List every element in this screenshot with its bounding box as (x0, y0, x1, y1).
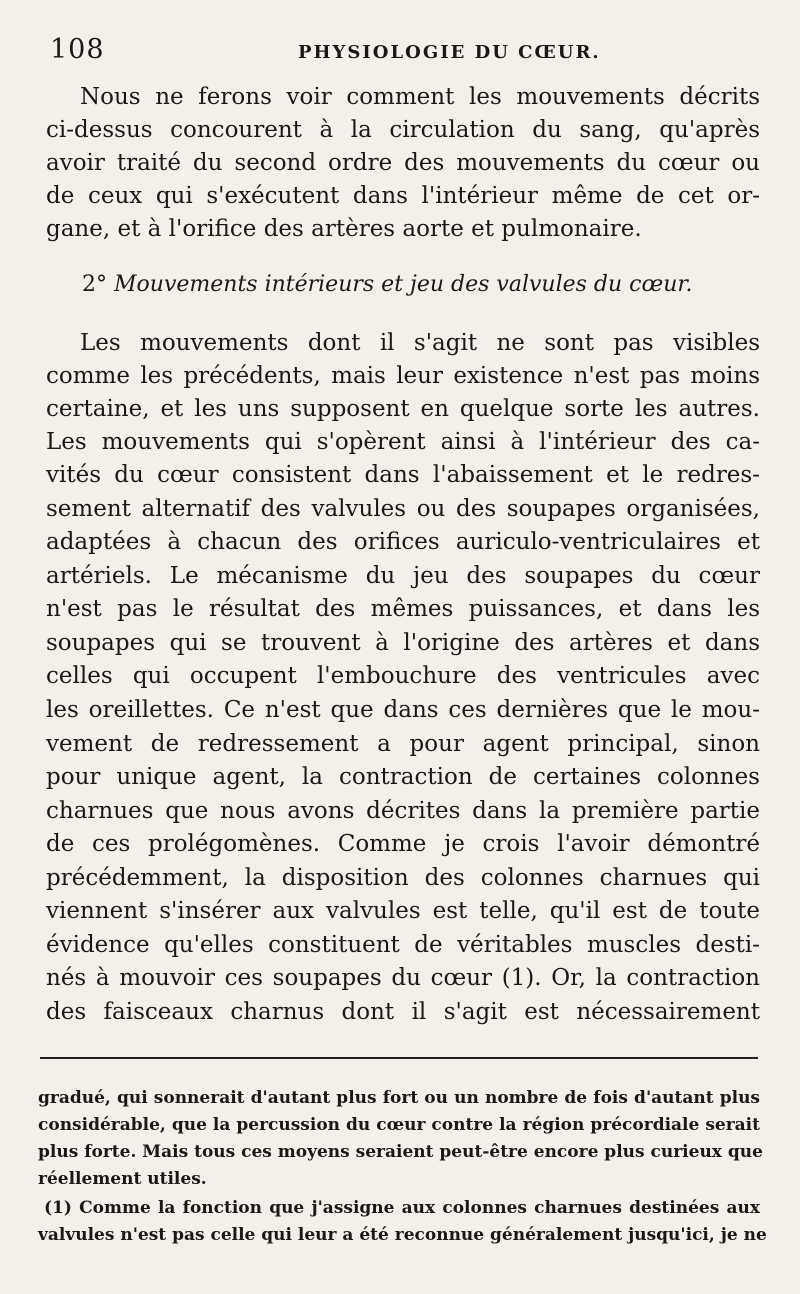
text-line: des faisceaux charnus dont il s'agit est nécessairement (46, 999, 760, 1025)
text-line: nés à mouvoir ces soupapes du cœur (1). Or, la contraction (46, 965, 760, 991)
text-line: de ceux qui s'exécutent dans l'intérieur même de cet or- (46, 183, 760, 209)
text-line: comme les précédents, mais leur existence n'est pas moins (46, 363, 760, 389)
text-line: soupapes qui se trouvent à l'origine des artères et dans (46, 630, 760, 656)
section-number: 2° (82, 272, 107, 297)
page-header (40, 34, 760, 70)
running-head: PHYSIOLOGIE DU CŒUR. (298, 42, 601, 63)
footnote-line: (1) Comme la fonction que j'assigne aux colonnes charnues destinées aux (44, 1198, 760, 1218)
text-line: gane, et à l'orifice des artères aorte et pulmonaire. (46, 216, 642, 242)
section-heading (82, 270, 762, 300)
page-number: 108 (50, 34, 105, 65)
text-line: précédemment, la disposition des colonnes charnues qui (46, 865, 760, 891)
text-line: vement de redressement a pour agent principal, sinon (46, 731, 760, 757)
text-line: artériels. Le mécanisme du jeu des soupapes du cœur (46, 563, 760, 589)
text-line: les oreillettes. Ce n'est que dans ces dernières que le mou- (46, 697, 760, 723)
text-line: celles qui occupent l'embouchure des ventricules avec (46, 663, 760, 689)
text-line: n'est pas le résultat des mêmes puissances, et dans les (46, 596, 760, 622)
section-title: Mouvements intérieurs et jeu des valvules du cœur. (114, 272, 693, 297)
text-line: de ces prolégomènes. Comme je crois l'avoir démontré (46, 831, 760, 857)
text-line: ci-dessus concourent à la circulation du sang, qu'après (46, 117, 760, 143)
text-line: viennent s'insérer aux valvules est telle, qu'il est de toute (46, 898, 760, 924)
footnote-divider (40, 1057, 758, 1059)
text-line: vités du cœur consistent dans l'abaissement et le redres- (46, 462, 760, 488)
text-line: Les mouvements qui s'opèrent ainsi à l'intérieur des ca- (46, 429, 760, 455)
text-line: Nous ne ferons voir comment les mouvements décrits (80, 84, 760, 110)
text-line: sement alternatif des valvules ou des soupapes organisées, (46, 496, 760, 522)
text-line: Les mouvements dont il s'agit ne sont pas visibles (80, 330, 760, 356)
footnote-line: valvules n'est pas celle qui leur a été reconnue généralement jusqu'ici, je ne (38, 1225, 767, 1245)
footnote-line: plus forte. Mais tous ces moyens seraient peut-être encore plus curieux que (38, 1142, 763, 1162)
footnote-line: gradué, qui sonnerait d'autant plus fort ou un nombre de fois d'autant plus (38, 1088, 760, 1108)
text-line: évidence qu'elles constituent de véritables muscles desti- (46, 932, 760, 958)
footnote-line: réellement utiles. (38, 1169, 207, 1189)
text-line: avoir traité du second ordre des mouvements du cœur ou (46, 150, 760, 176)
text-line: adaptées à chacun des orifices auriculo-ventriculaires et (46, 529, 760, 555)
text-line: pour unique agent, la contraction de certaines colonnes (46, 764, 760, 790)
text-line: charnues que nous avons décrites dans la première partie (46, 798, 760, 824)
footnote-line: considérable, que la percussion du cœur contre la région précordiale serait (38, 1115, 760, 1135)
text-line: certaine, et les uns supposent en quelque sorte les autres. (46, 396, 760, 422)
